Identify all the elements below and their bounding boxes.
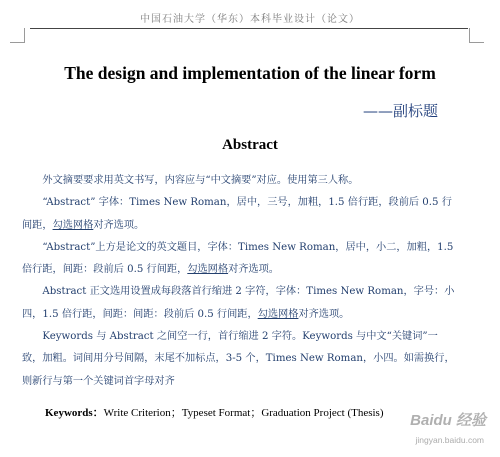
subtitle: ——副标题 — [362, 102, 438, 120]
watermark-logo: Baidu 经验 — [410, 412, 486, 429]
keywords-label: Keywords： — [45, 407, 104, 419]
abstract-paragraph — [22, 326, 458, 393]
underlined-text: 勾选网格 — [257, 308, 299, 320]
keywords-value: Write Criterion；Typeset Format；Graduation Project (Thesis) — [103, 407, 384, 419]
paragraph-text: 对齐选项。 — [93, 219, 145, 231]
paragraph-text: Abstract 正文选用设置成每段落首行缩进 2 字符，字体：Times New Roman，字号：小四，1.5 倍行距，间距：间距：段前后 0.5 行间距， — [22, 286, 455, 320]
paragraph-text: 外文摘要要求用英文书写，内容应与“中文摘要”对应。使用第三人称。 — [42, 175, 359, 186]
abstract-body — [22, 170, 458, 393]
header-rule — [30, 28, 468, 29]
paragraph-text: “Abstract” 字体：Times New Roman，居中，三号，加粗，1.5 倍行距，段前后 0.5 行间距， — [22, 197, 452, 231]
paragraph-text: 对齐选项。 — [228, 264, 279, 276]
abstract-paragraph — [22, 237, 458, 282]
underlined-text: 勾选网格 — [187, 264, 229, 276]
margin-corner-mark — [10, 28, 25, 43]
underlined-text: 勾选网格 — [52, 219, 94, 231]
page-header: 中国石油大学（华东）本科毕业设计（论文） — [140, 14, 360, 25]
abstract-paragraph — [22, 281, 458, 326]
watermark-url: jingyan.baidu.com — [415, 435, 484, 445]
abstract-paragraph — [22, 192, 458, 237]
baidu-watermark — [394, 409, 486, 449]
english-title: The design and implementation of the linear form — [64, 63, 436, 83]
margin-corner-mark — [469, 28, 484, 43]
paragraph-text: 对齐选项。 — [298, 308, 350, 320]
paragraph-text: “Abstract”上方是论文的英文题目，字体：Times New Roman，居中，小二，加粗，1.5 倍行距，间距：段前后 0.5 行间距， — [22, 241, 454, 276]
abstract-heading: Abstract — [222, 137, 278, 153]
abstract-paragraph — [22, 170, 458, 192]
paragraph-text: Keywords 与 Abstract 之间空一行，首行缩进 2 字符。Keywords 与中文“关键词”一致，加粗。词间用分号间隔，末尾不加标点，3-5 个，Times New Roman，小四。如需换行，则新行与第一个关键词首字母对齐 — [22, 331, 455, 387]
